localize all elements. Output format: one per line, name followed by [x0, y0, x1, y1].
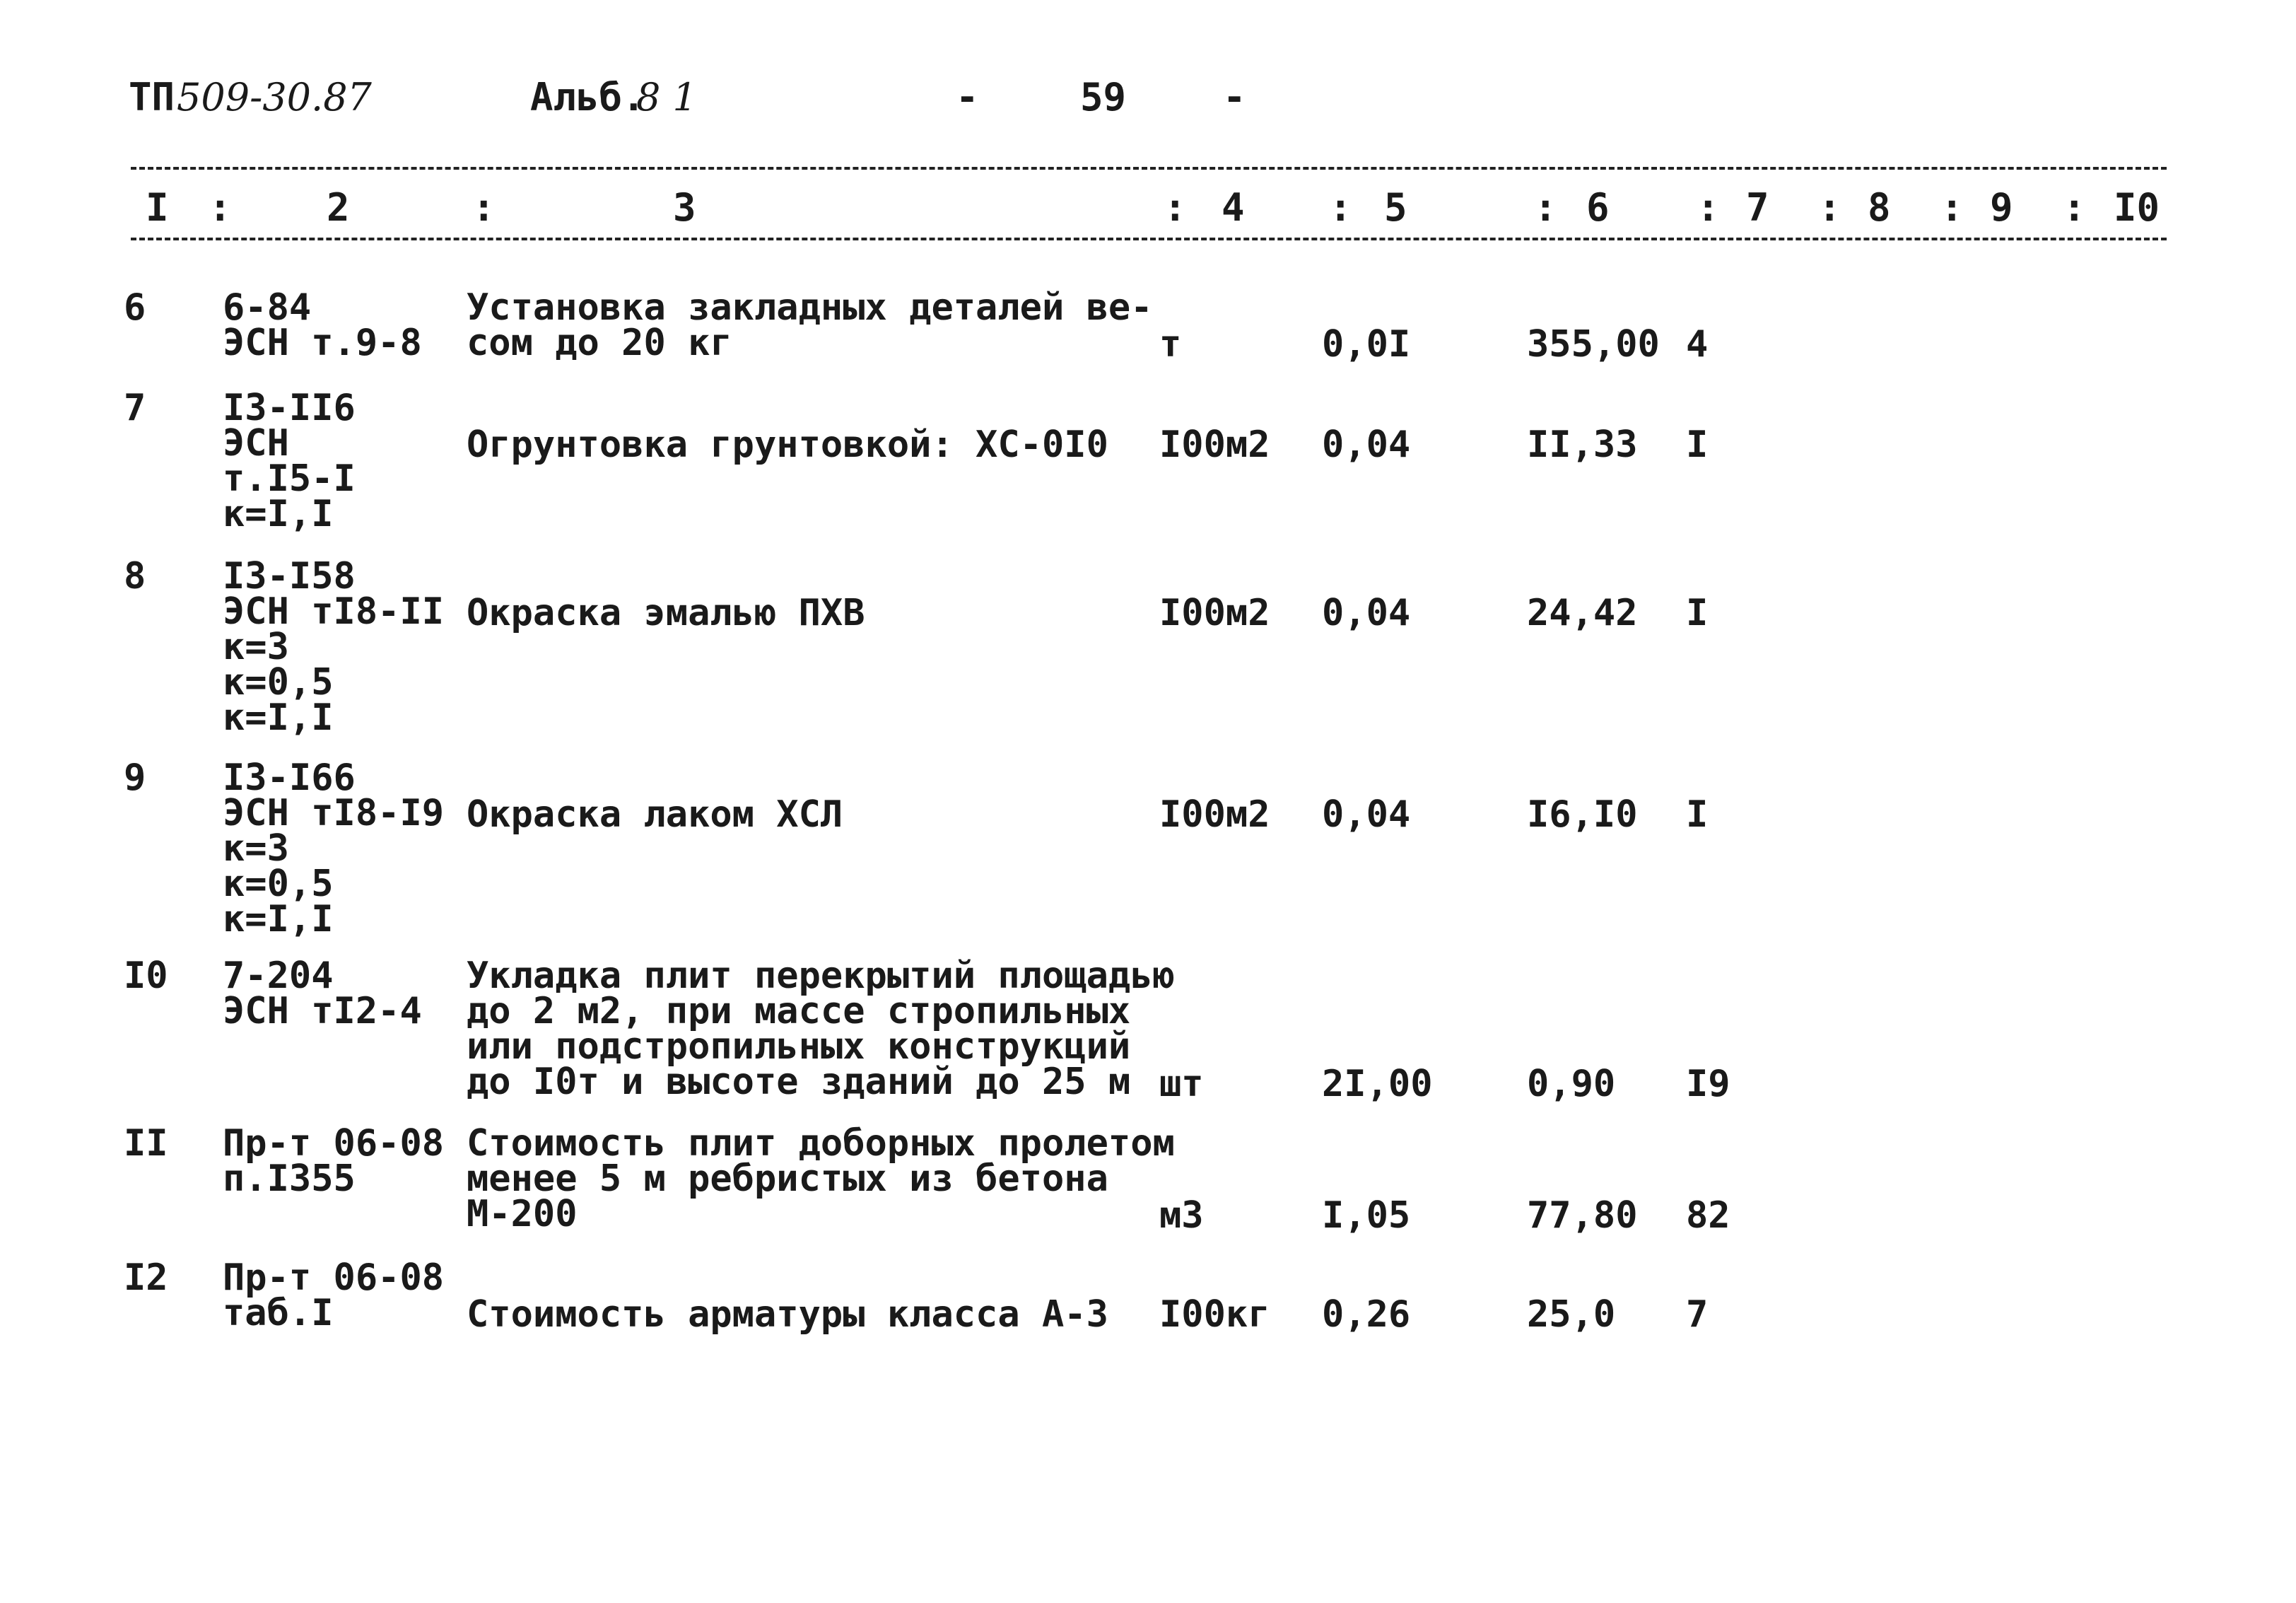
row-number: 8: [124, 555, 146, 598]
row-code: Пр-т 06-08 таб.I: [223, 1257, 445, 1334]
row-name: Окраска эмалью ПХВ: [467, 592, 865, 634]
row-name: Стоимость арматуры класса А-3: [467, 1293, 1108, 1336]
row-qty: 0,0I: [1322, 323, 1411, 366]
row-name: Укладка плит перекрытий площадью до 2 м2, при массе стропильных или подстропильных конструкций до I0т и высоте зданий до 25 м: [467, 955, 1175, 1103]
row-qty: 0,04: [1322, 592, 1411, 634]
row-name: Окраска лаком ХСЛ: [467, 793, 843, 836]
col-sep-4: :: [1329, 185, 1352, 230]
row-unit: I00м2: [1159, 424, 1270, 466]
col-header-10: I0: [2114, 185, 2160, 230]
row-code: 7-204 ЭСН тI2-4: [223, 955, 422, 1032]
col-sep-3: :: [1164, 185, 1187, 230]
row-total: I: [1686, 793, 1709, 836]
col-header-5: 5: [1384, 185, 1407, 230]
album-prefix: Альб.: [530, 75, 645, 120]
row-code: 6-84 ЭСН т.9-8: [223, 286, 422, 364]
row-price: 24,42: [1527, 592, 1638, 634]
row-qty: 0,04: [1322, 424, 1411, 466]
header-rule: [131, 238, 2167, 240]
col-sep-1: :: [209, 185, 232, 230]
row-qty: I,05: [1322, 1194, 1411, 1237]
col-header-4: 4: [1222, 185, 1245, 230]
col-header-2: 2: [327, 185, 350, 230]
col-sep-8: :: [1940, 185, 1964, 230]
col-sep-6: :: [1697, 185, 1720, 230]
row-unit: шт: [1159, 1063, 1204, 1105]
row-qty: 0,04: [1322, 793, 1411, 836]
row-price: 355,00: [1527, 323, 1660, 366]
row-total: I: [1686, 424, 1709, 466]
doc-number: 509-30.87: [177, 75, 372, 120]
row-price: 0,90: [1527, 1063, 1616, 1105]
row-price: II,33: [1527, 424, 1638, 466]
col-sep-5: :: [1534, 185, 1557, 230]
row-total: I9: [1686, 1063, 1730, 1105]
row-unit: м3: [1159, 1194, 1204, 1237]
col-sep-2: :: [472, 185, 496, 230]
row-total: I: [1686, 592, 1709, 634]
doc-prefix: ТП: [129, 75, 175, 120]
row-number: I0: [124, 955, 168, 997]
top-rule: [131, 167, 2167, 170]
col-header-7: 7: [1746, 185, 1769, 230]
album-number: 8 1: [636, 75, 697, 120]
row-name: Огрунтовка грунтовкой: ХС-0I0: [467, 424, 1108, 466]
row-total: 4: [1686, 323, 1709, 366]
col-sep-9: :: [2063, 185, 2086, 230]
row-name: Стоимость плит доборных пролетом менее 5 м ребристых из бетона М-200: [467, 1122, 1175, 1235]
row-code: Пр-т 06-08 п.I355: [223, 1122, 445, 1200]
row-price: 25,0: [1527, 1293, 1616, 1336]
row-number: 7: [124, 387, 146, 429]
row-price: I6,I0: [1527, 793, 1638, 836]
col-header-9: 9: [1990, 185, 2013, 230]
row-unit: I00м2: [1159, 793, 1270, 836]
row-unit: I00кг: [1159, 1293, 1270, 1336]
row-total: 82: [1686, 1194, 1730, 1237]
col-header-6: 6: [1586, 185, 1610, 230]
col-header-1: I: [146, 185, 169, 230]
row-unit: т: [1159, 323, 1182, 366]
row-number: 9: [124, 757, 146, 799]
row-number: 6: [124, 286, 146, 329]
header-dash-right: -: [1223, 75, 1246, 120]
row-qty: 2I,00: [1322, 1063, 1433, 1105]
col-sep-7: :: [1818, 185, 1841, 230]
col-header-8: 8: [1868, 185, 1891, 230]
row-name: Установка закладных деталей ве- сом до 20 кг: [467, 286, 1153, 364]
row-code: I3-I66 ЭСН тI8-I9 к=3 к=0,5 к=I,I: [223, 757, 445, 940]
col-header-3: 3: [673, 185, 696, 230]
row-number: II: [124, 1122, 168, 1165]
row-qty: 0,26: [1322, 1293, 1411, 1336]
row-code: I3-I58 ЭСН тI8-II к=3 к=0,5 к=I,I: [223, 555, 445, 739]
row-code: I3-II6 ЭСН т.I5-I к=I,I: [223, 387, 356, 535]
row-unit: I00м2: [1159, 592, 1270, 634]
row-price: 77,80: [1527, 1194, 1638, 1237]
header-dash-left: -: [956, 75, 979, 120]
row-number: I2: [124, 1257, 168, 1299]
row-total: 7: [1686, 1293, 1709, 1336]
page-number: 59: [1080, 75, 1127, 120]
